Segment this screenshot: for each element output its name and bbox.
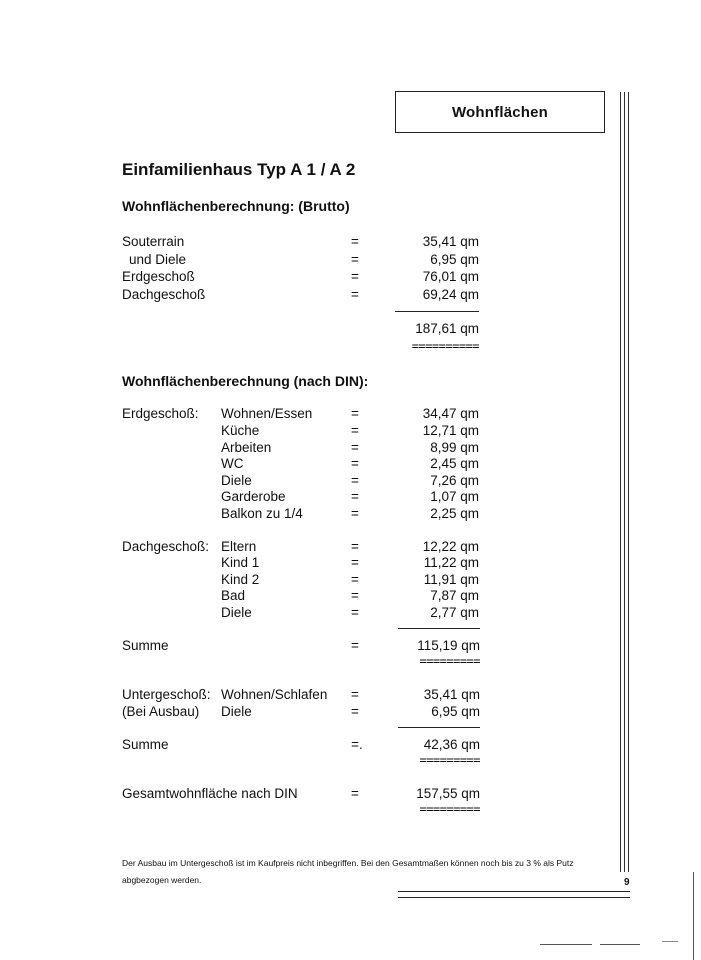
room-value: 8,99 qm <box>430 440 479 455</box>
double-underline: ========= <box>419 802 480 816</box>
din-row <box>0 505 701 522</box>
room-value: 34,47 qm <box>422 406 479 421</box>
room-label: Eltern <box>221 539 257 554</box>
room-value: 7,26 qm <box>430 473 479 488</box>
summe-row <box>0 736 701 753</box>
brutto-label: und Diele <box>129 252 187 267</box>
double-underline: ========= <box>419 654 480 668</box>
room-value: 12,71 qm <box>422 423 479 438</box>
equals-sign: = <box>351 252 359 267</box>
summe-value: 115,19 qm <box>417 638 480 653</box>
din-row <box>0 455 701 472</box>
din-row <box>0 439 701 456</box>
room-value: 7,87 qm <box>430 588 479 603</box>
din-row <box>0 472 701 489</box>
room-label: Garderobe <box>221 489 286 504</box>
footer-rule-1 <box>398 891 630 892</box>
room-value: 2,25 qm <box>430 506 479 521</box>
equals-sign: = <box>351 489 359 504</box>
din-row <box>0 422 701 439</box>
equals-sign: = <box>351 539 359 554</box>
din-row <box>0 686 701 703</box>
brutto-row <box>0 233 701 250</box>
room-label: Küche <box>221 423 260 438</box>
page-edge-line <box>693 872 694 960</box>
room-label: WC <box>221 456 244 471</box>
room-label: Kind 1 <box>221 555 260 570</box>
equals-sign: = <box>351 287 359 302</box>
room-label: Diele <box>221 704 252 719</box>
brutto-total: 187,61 qm <box>415 321 479 336</box>
section-header-title: Wohnflächen <box>451 103 549 121</box>
scan-artifact-line <box>662 941 678 942</box>
brutto-total-row <box>0 320 701 337</box>
room-label: Balkon zu 1/4 <box>221 506 303 521</box>
sum-line <box>395 311 479 312</box>
brutto-value: 6,95 qm <box>430 252 479 267</box>
floor-label: Erdgeschoß: <box>122 406 199 421</box>
brutto-row <box>0 251 701 268</box>
room-label: Kind 2 <box>221 572 260 587</box>
equals-sign: = <box>351 786 359 801</box>
room-label: Arbeiten <box>221 440 272 455</box>
footer-rule-2 <box>398 897 630 898</box>
brutto-label: Erdgeschoß <box>122 269 195 284</box>
din-row <box>0 571 701 588</box>
din-row <box>0 604 701 621</box>
room-label: Diele <box>221 605 252 620</box>
room-label: Diele <box>221 473 252 488</box>
gesamt-value: 157,55 qm <box>416 786 480 801</box>
room-value: 11,91 qm <box>423 572 479 587</box>
room-value: 6,95 qm <box>431 704 480 719</box>
page-number: 9 <box>624 877 630 888</box>
equals-sign: = <box>351 588 359 603</box>
room-value: 12,22 qm <box>422 539 479 554</box>
equals-sign: = <box>351 605 359 620</box>
floor-label: Dachgeschoß: <box>122 539 210 554</box>
equals-sign: = <box>351 406 359 421</box>
sum-line <box>398 628 480 629</box>
room-label: Wohnen/Schlafen <box>221 687 328 702</box>
din-row <box>0 405 701 422</box>
din-row <box>0 538 701 555</box>
brutto-row <box>0 268 701 285</box>
room-value: 1,07 qm <box>430 489 479 504</box>
sum-line <box>398 727 480 728</box>
din-row <box>0 587 701 604</box>
equals-sign: = <box>351 638 359 653</box>
brutto-label: Dachgeschoß <box>122 287 206 302</box>
equals-sign: = <box>351 572 359 587</box>
room-value: 11,22 qm <box>423 555 479 570</box>
equals-sign: = <box>351 423 359 438</box>
din-heading: Wohnflächenberechnung (nach DIN): <box>122 373 369 389</box>
scan-artifact-line <box>600 944 640 945</box>
brutto-value: 76,01 qm <box>422 269 479 284</box>
equals-sign: = <box>351 269 359 284</box>
room-value: 35,41 qm <box>423 687 480 702</box>
room-label: Wohnen/Essen <box>221 406 313 421</box>
equals-sign: =. <box>351 737 363 752</box>
din-row <box>0 554 701 571</box>
footnote: Der Ausbau im Untergeschoß ist im Kaufpreis nicht inbegriffen. Bei den Gesamtmaßen können noch bis zu 3 % als Putz abgbezogen werden. <box>122 858 574 885</box>
double-underline: ========== <box>411 339 479 353</box>
document-title: Einfamilienhaus Typ A 1 / A 2 <box>122 160 356 179</box>
summe-row <box>0 637 701 654</box>
brutto-label: Souterrain <box>122 234 185 249</box>
summe-label: Summe <box>122 737 169 752</box>
equals-sign: = <box>351 506 359 521</box>
equals-sign: = <box>351 456 359 471</box>
section-header <box>395 91 605 133</box>
din-row <box>0 488 701 505</box>
brutto-row <box>0 286 701 303</box>
din-row <box>0 703 701 720</box>
gesamt-label: Gesamtwohnfläche nach DIN <box>122 786 298 801</box>
double-underline: ========= <box>419 753 480 767</box>
brutto-value: 69,24 qm <box>422 287 479 302</box>
equals-sign: = <box>351 440 359 455</box>
room-value: 2,77 qm <box>430 605 479 620</box>
room-label: Bad <box>221 588 246 603</box>
gesamt-row <box>0 785 701 802</box>
equals-sign: = <box>351 234 359 249</box>
summe-label: Summe <box>122 638 169 653</box>
equals-sign: = <box>351 473 359 488</box>
equals-sign: = <box>351 687 359 702</box>
room-value: 2,45 qm <box>430 456 479 471</box>
equals-sign: = <box>351 704 359 719</box>
summe-value: 42,36 qm <box>423 737 480 752</box>
brutto-heading: Wohnflächenberechnung: (Brutto) <box>122 198 350 214</box>
equals-sign: = <box>351 555 359 570</box>
brutto-value: 35,41 qm <box>422 234 479 249</box>
floor-sublabel: (Bei Ausbau) <box>122 704 200 719</box>
floor-label: Untergeschoß: <box>122 687 211 702</box>
scan-artifact-line <box>540 944 592 945</box>
